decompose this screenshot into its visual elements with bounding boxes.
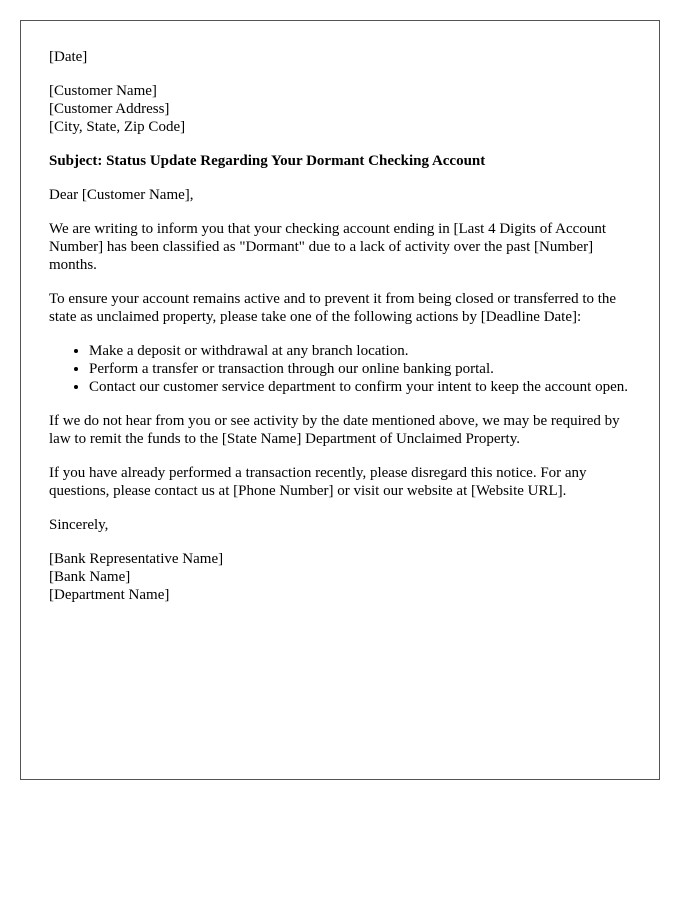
letter-date [49,48,631,66]
list-item: • Perform a transfer or transaction through our online banking portal. [89,360,631,378]
paragraph-unclaimed-property-warning: If we do not hear from you or see activity by the date mentioned above, we may be required by law to remit the funds to the [State Name] Department of Unclaimed Property. [49,413,620,447]
recipient-address-block [49,82,631,136]
paragraph-dormant-notice: We are writing to inform you that your checking account ending in [Last 4 Digits of Account Number] has been classified as "Dormant" due to a lack of activity over the past [Number] months. [49,221,606,273]
paragraph-required-actions: To ensure your account remains active and to prevent it from being closed or transferred to the state as unclaimed property, please take one of the following actions by [Deadline Date]: [49,291,617,325]
paragraph-contact-info: If you have already performed a transaction recently, please disregard this notice. For any questions, please contact us at [Phone Number] or visit our website at [Website URL]. [49,465,587,499]
list-item: • Contact our customer service department to confirm your intent to keep the account open. [89,378,631,396]
salutation: Dear [Customer Name], [49,187,194,203]
recipient-city-state-zip: [City, State, Zip Code] [49,119,186,135]
signature-department: [Department Name] [49,587,170,603]
subject-line: Subject: Status Update Regarding Your Dormant Checking Account [49,153,486,169]
recipient-name: [Customer Name] [49,83,157,99]
signature-block [49,550,631,604]
signature-representative: [Bank Representative Name] [49,551,224,567]
recipient-address: [Customer Address] [49,101,170,117]
actions-list [49,342,631,396]
date-text: [Date] [49,49,88,65]
list-item: • Make a deposit or withdrawal at any branch location. [89,342,631,360]
letter-page [20,20,660,780]
signoff: Sincerely, [49,517,109,533]
signature-bank: [Bank Name] [49,569,131,585]
